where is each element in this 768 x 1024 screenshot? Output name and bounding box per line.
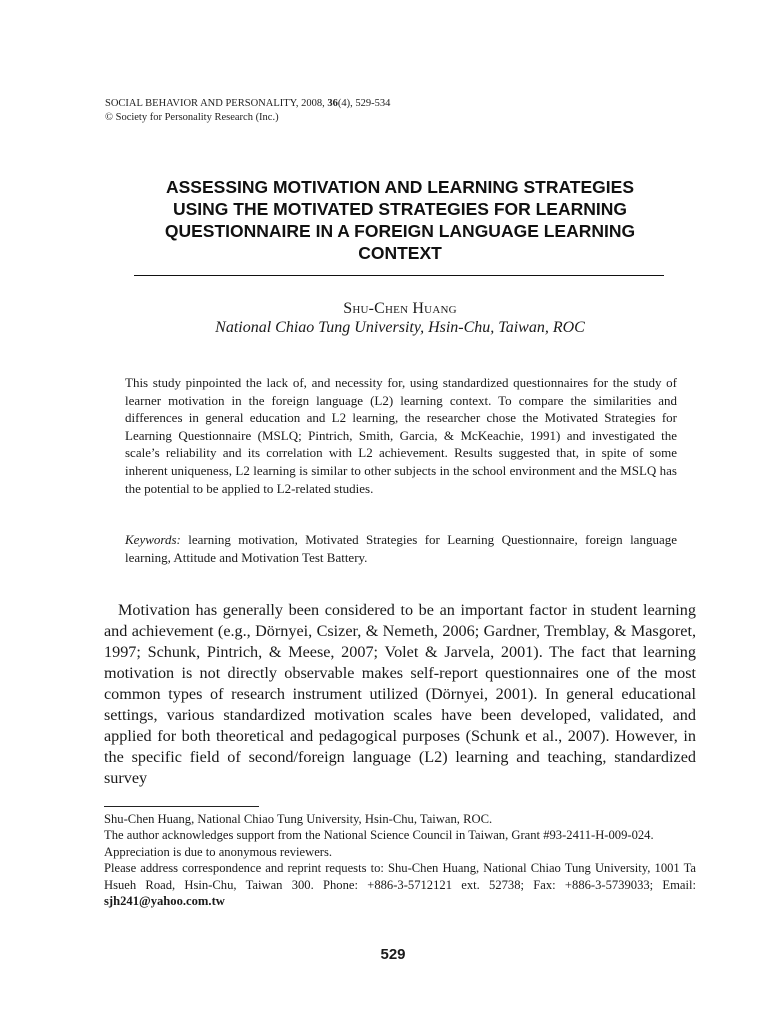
journal-copyright: © Society for Personality Research (Inc.) xyxy=(105,112,279,123)
title-line: ASSESSING MOTIVATION AND LEARNING STRATEGIES xyxy=(166,177,634,197)
footnote-author-note: Shu-Chen Huang, National Chiao Tung University, Hsin-Chu, Taiwan, ROC. xyxy=(104,812,493,826)
title-divider xyxy=(134,275,664,276)
footnote-acknowledgment: The author acknowledges support from the National Science Council in Taiwan, Grant #93-2411-H-009-024. xyxy=(104,828,654,843)
journal-volume: 36 xyxy=(327,98,338,109)
title-line: QUESTIONNAIRE IN A FOREIGN LANGUAGE LEARNING xyxy=(164,221,636,241)
footnotes xyxy=(104,811,696,909)
correspondence-text: Please address correspondence and reprint requests to: Shu-Chen Huang, National Chiao Tung University, 1001 Ta Hsueh Road, Hsin-Chu, Taiwan 300. Phone: +886-3-5712121 ext. 52738; Fax: +886-3-5739033; Email: xyxy=(104,861,696,892)
footnote-correspondence xyxy=(104,860,696,909)
journal-citation xyxy=(105,97,390,111)
journal-issue-pages: (4), 529-534 xyxy=(337,98,391,109)
footnote-divider xyxy=(104,806,259,807)
journal-citation-prefix: SOCIAL BEHAVIOR AND PERSONALITY, 2008, xyxy=(105,98,328,109)
keywords xyxy=(125,531,677,566)
page-number: 529 xyxy=(380,946,406,963)
abstract: This study pinpointed the lack of, and necessity for, using standardized questionnaires for the study of learner motivation in the foreign language (L2) learning context. To compare the similarities and differences in general education and L2 learning, the researcher chose the Motivated Strategies for Learning Questionnaire (MSLQ; Pintrich, Smith, Garcia, & McKeachie, 1991) and investigated the scale’s reliability and its correlation with L2 achievement. Results suggested that, in spite of some inherent uniqueness, L2 learning is similar to other subjects in the school environment and the MSLQ has the potential to be applied to L2-related studies. xyxy=(125,375,677,496)
journal-header xyxy=(105,97,390,125)
footnote-appreciation: Appreciation is due to anonymous reviewers. xyxy=(104,844,333,859)
author-name: Shu-Chen Huang xyxy=(343,300,457,317)
author-affiliation: National Chiao Tung University, Hsin-Chu, Taiwan, ROC xyxy=(215,319,585,336)
title-line: USING THE MOTIVATED STRATEGIES FOR LEARNING xyxy=(172,199,628,219)
email-address: sjh241@yahoo.com.tw xyxy=(104,894,225,909)
title-line: CONTEXT xyxy=(358,243,442,263)
article-title xyxy=(110,176,690,264)
keywords-label: Keywords: xyxy=(125,532,181,547)
body-paragraph: Motivation has generally been considered to be an important factor in student learning and achievement (e.g., Dörnyei, Csizer, & Nemeth, 2006; Gardner, Tremblay, & Masgoret, 1997; Schunk, Pintrich, & Meese, 2007; Volet & Jarvela, 2001). The fact that learning motivation is not directly observable makes self-report questionnaires one of the most common types of research instrument utilized (Dörnyei, 2001). In general educational settings, various standardized motivation scales have been developed, validated, and applied for both theoretical and pedagogical purposes (Schunk et al., 2007). However, in the specific field of second/foreign language (L2) learning and teaching, standardized survey xyxy=(104,601,696,787)
keywords-text: learning motivation, Motivated Strategies for Learning Questionnaire, foreign language learning, Attitude and Motivation Test Battery. xyxy=(125,532,677,565)
